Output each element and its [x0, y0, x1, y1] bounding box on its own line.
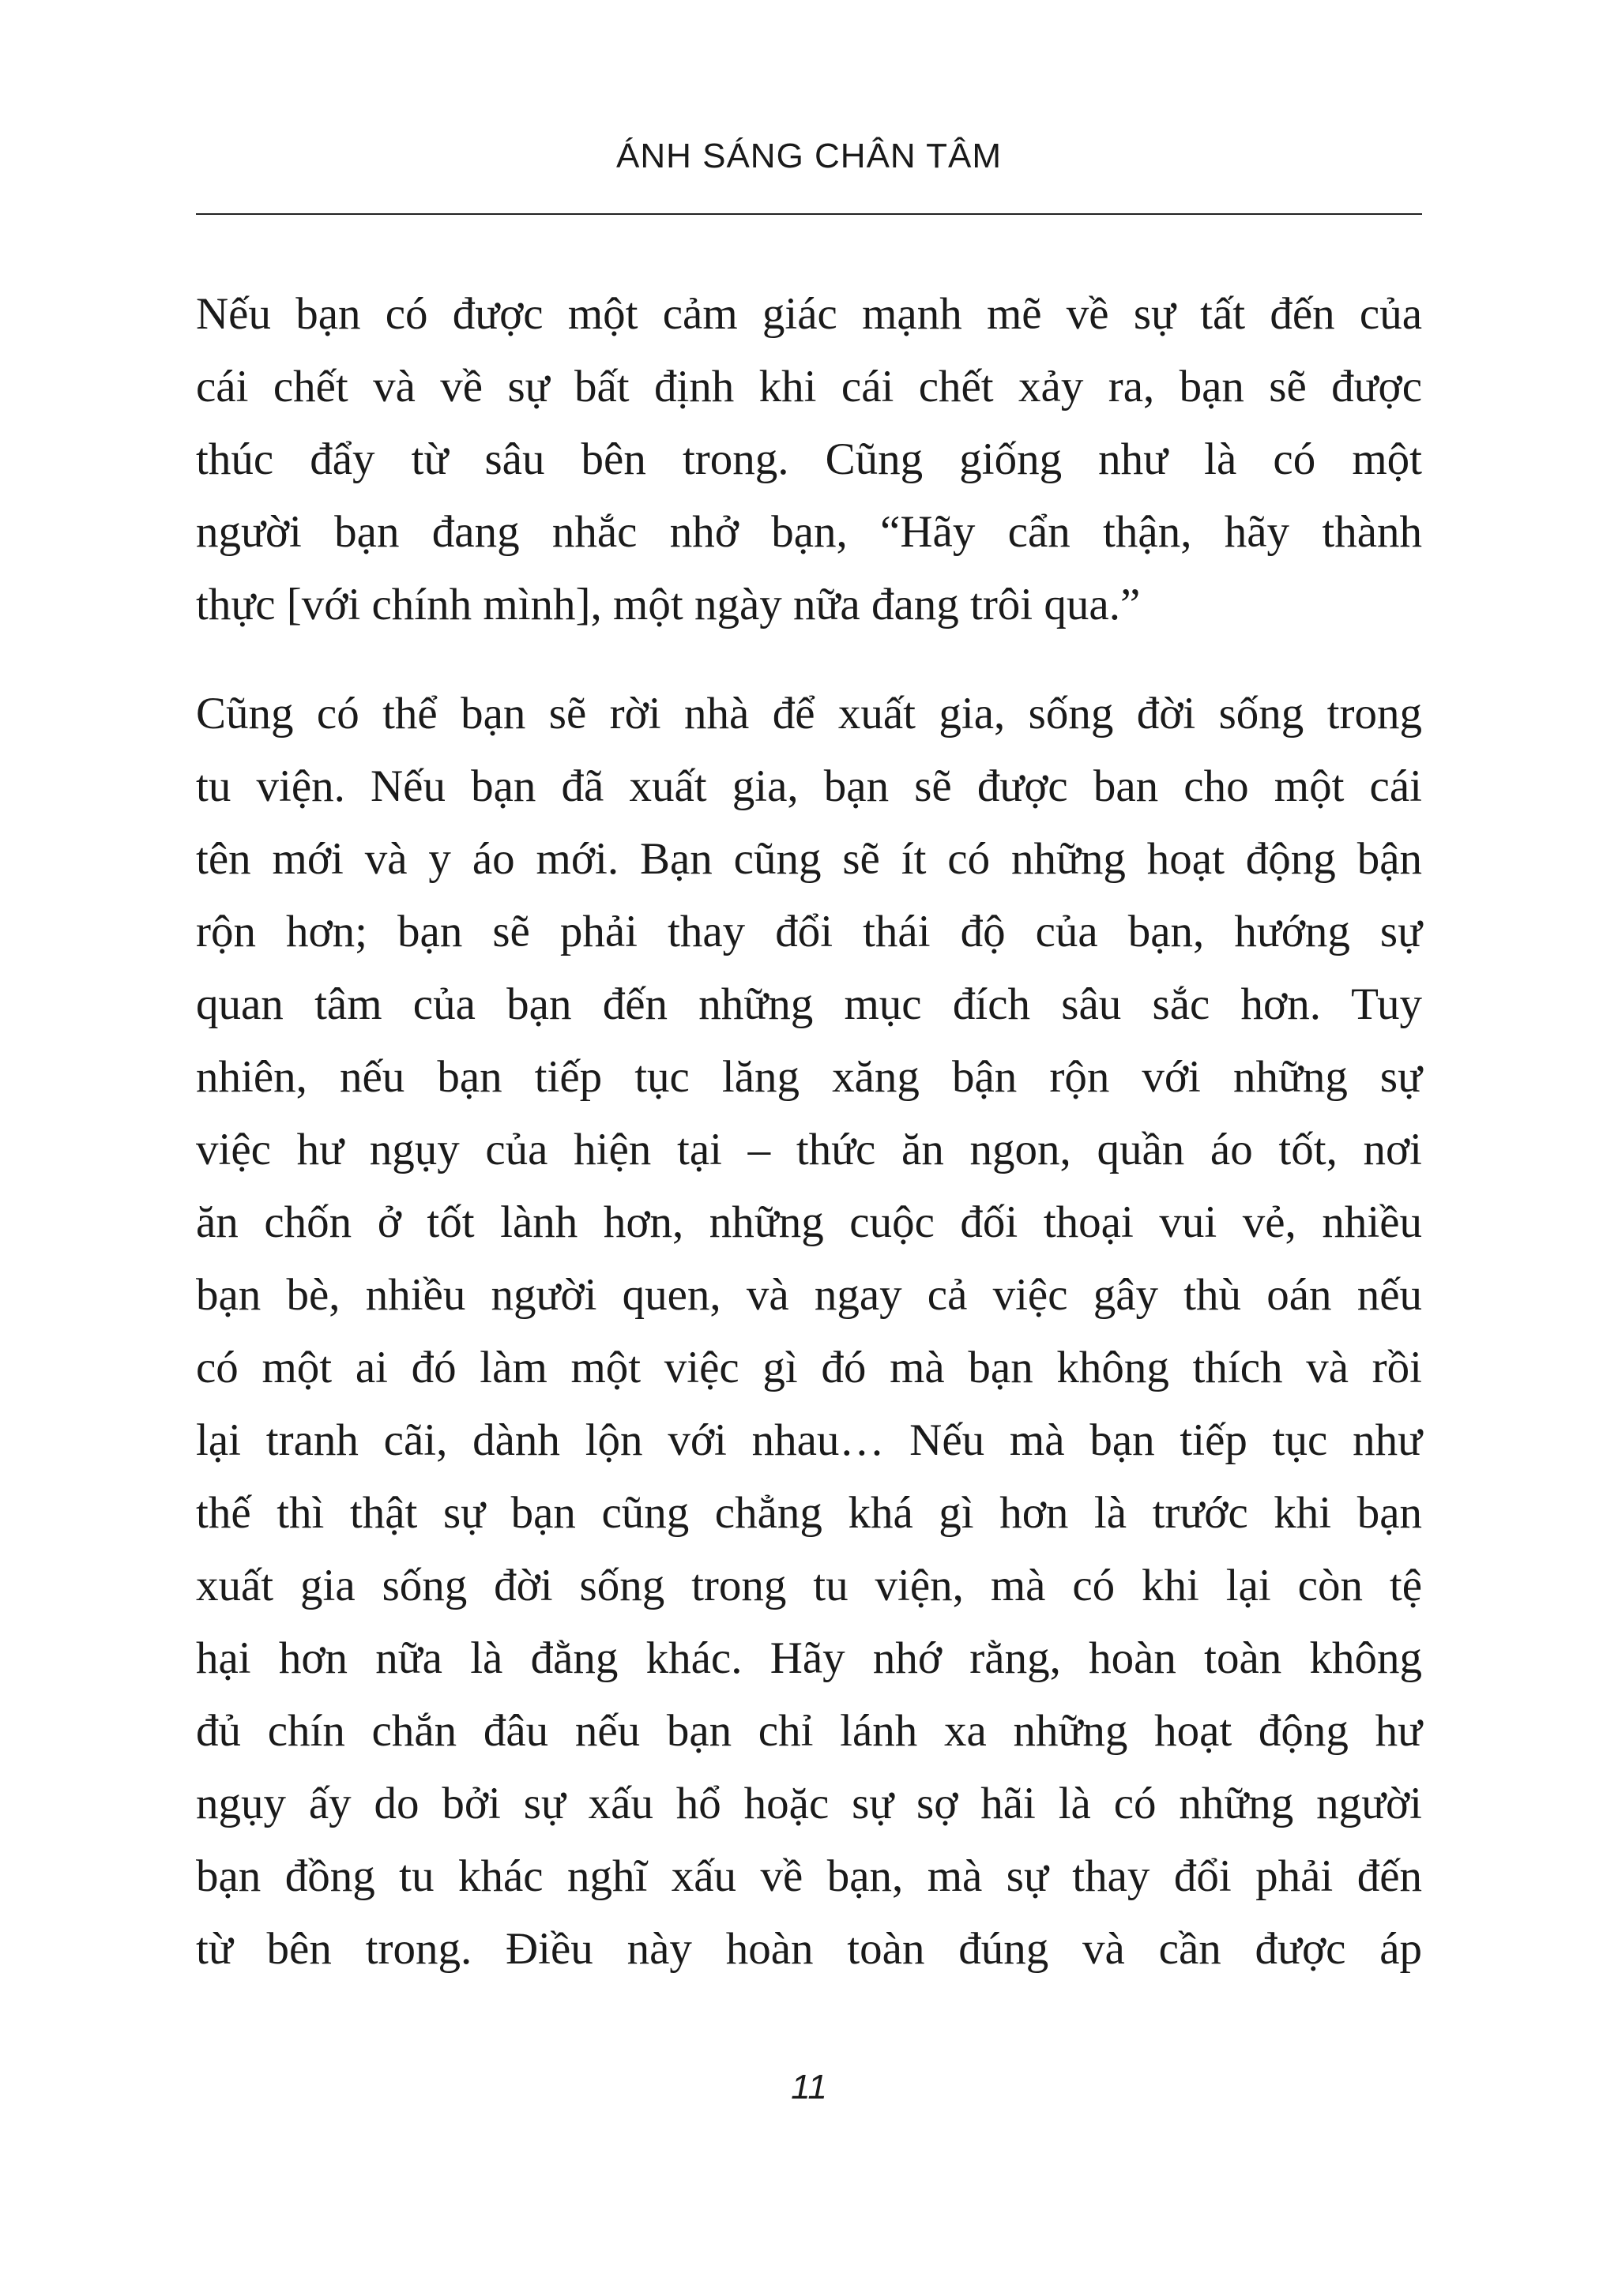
- text-line: từ bên trong. Điều này hoàn toàn đúng và cần được áp: [196, 1924, 1422, 1974]
- body-text: [196, 278, 1422, 1986]
- page-number: 11: [791, 2068, 827, 2106]
- running-header: ÁNH SÁNG CHÂN TÂM: [615, 137, 1003, 175]
- paragraph-gap: [196, 641, 1422, 678]
- text-line: rộn hơn; bạn sẽ phải thay đổi thái độ của bạn, hướng sự: [196, 907, 1422, 956]
- text-line: tên mới và y áo mới. Bạn cũng sẽ ít có những hoạt động bận: [196, 834, 1422, 884]
- text-line: lại tranh cãi, dành lộn với nhau… Nếu mà bạn tiếp tục như: [196, 1415, 1422, 1465]
- text-line: quan tâm của bạn đến những mục đích sâu sắc hơn. Tuy: [196, 979, 1422, 1029]
- text-line: thúc đẩy từ sâu bên trong. Cũng giống như là có một: [196, 434, 1422, 484]
- text-line: bạn bè, nhiều người quen, và ngay cả việc gây thù oán nếu: [196, 1270, 1422, 1320]
- text-line: Cũng có thể bạn sẽ rời nhà để xuất gia, sống đời sống trong: [196, 689, 1422, 738]
- text-line: Nếu bạn có được một cảm giác mạnh mẽ về sự tất đến của: [196, 289, 1422, 339]
- text-line: hại hơn nữa là đằng khác. Hãy nhớ rằng, hoàn toàn không: [196, 1633, 1422, 1683]
- text-line: xuất gia sống đời sống trong tu viện, mà có khi lại còn tệ: [196, 1561, 1422, 1610]
- text-line: thực [với chính mình], một ngày nữa đang trôi qua.”: [196, 580, 1141, 629]
- paragraph-1: [196, 278, 1422, 641]
- text-line: tu viện. Nếu bạn đã xuất gia, bạn sẽ được ban cho một cái: [196, 761, 1422, 811]
- text-line: thế thì thật sự bạn cũng chẳng khá gì hơn là trước khi bạn: [196, 1488, 1422, 1538]
- text-line: cái chết và về sự bất định khi cái chết xảy ra, bạn sẽ được: [196, 362, 1422, 411]
- paragraph-2: [196, 678, 1422, 1986]
- header-rule: [196, 213, 1422, 215]
- text-line: nhiên, nếu bạn tiếp tục lăng xăng bận rộn với những sự: [196, 1052, 1422, 1102]
- text-line: ngụy ấy do bởi sự xấu hổ hoặc sự sợ hãi là có những người: [196, 1779, 1422, 1828]
- text-line: có một ai đó làm một việc gì đó mà bạn không thích và rồi: [196, 1343, 1422, 1392]
- text-line: đủ chín chắn đâu nếu bạn chỉ lánh xa những hoạt động hư: [196, 1706, 1422, 1756]
- text-line: người bạn đang nhắc nhở bạn, “Hãy cẩn thận, hãy thành: [196, 507, 1422, 557]
- text-line: bạn đồng tu khác nghĩ xấu về bạn, mà sự thay đổi phải đến: [196, 1851, 1422, 1901]
- text-line: việc hư ngụy của hiện tại – thức ăn ngon, quần áo tốt, nơi: [196, 1125, 1422, 1174]
- text-line: ăn chốn ở tốt lành hơn, những cuộc đối thoại vui vẻ, nhiều: [196, 1197, 1422, 1247]
